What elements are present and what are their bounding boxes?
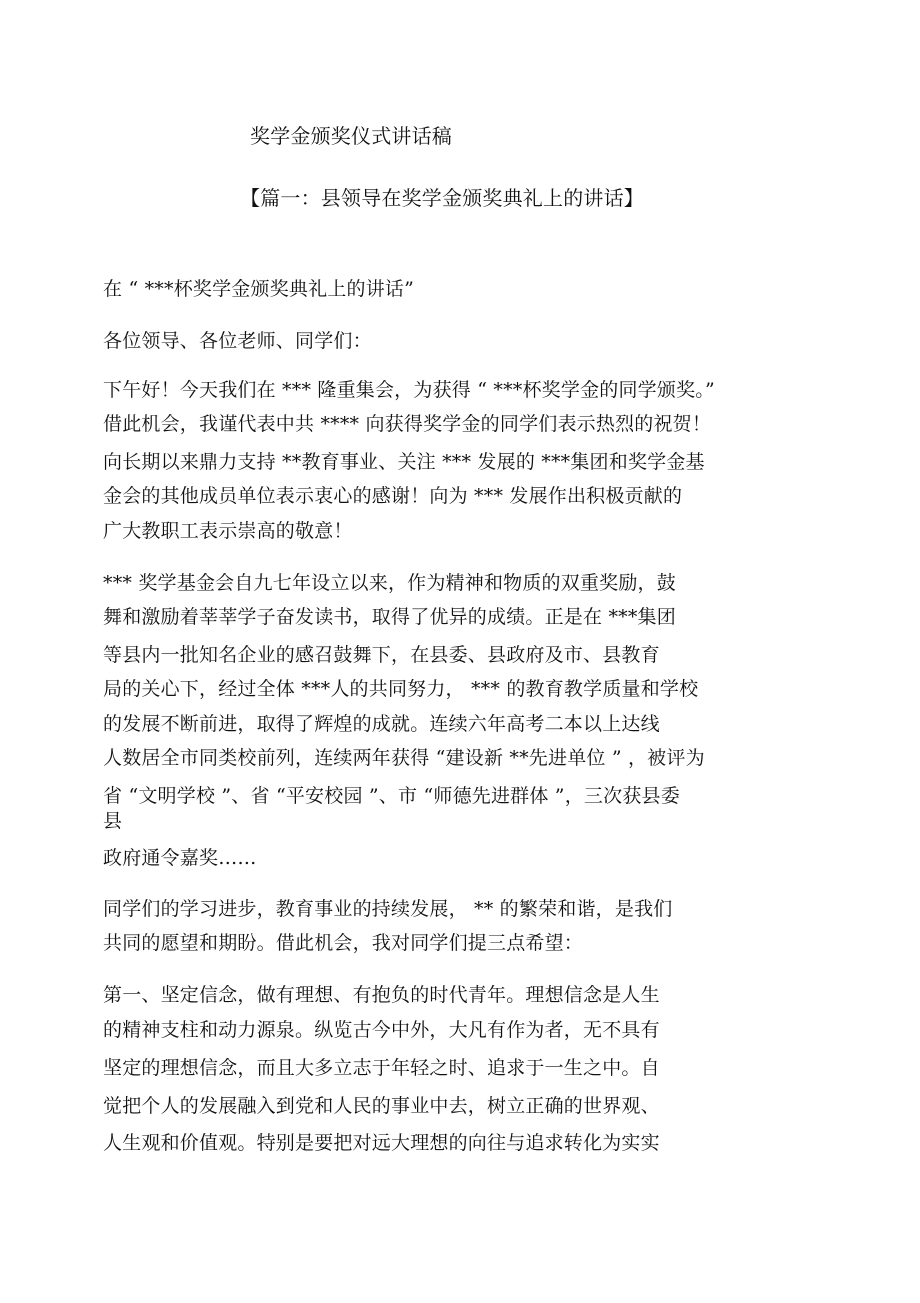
paragraph-2-line-6: 人数居全市同类校前列，连续两年获得 “建设新 **先进单位 ” ，被评为 [103,747,705,769]
paragraph-3-line-2: 共同的愿望和期盼。借此机会，我对同学们提三点希望： [103,932,584,954]
paragraph-4-line-5: 人生观和价值观。特别是要把对远大理想的向往与追求转化为实实 [103,1132,660,1154]
speech-heading-line: 在 “ ***杯奖学金颁奖典礼上的讲话” [103,278,415,300]
paragraph-2-line-5: 的发展不断前进，取得了辉煌的成就。连续六年高考二本以上达线 [103,713,660,735]
paragraph-4-line-3: 坚定的理想信念，而且大多立志于年轻之时、追求于一生之中。自 [103,1057,660,1079]
paragraph-2-line-3: 等县内一批知名企业的感召鼓舞下，在县委、县政府及市、县教育 [103,644,660,666]
paragraph-2-line-4: 局的关心下，经过全体 ***人的共同努力， *** 的教育教学质量和学校 [103,678,699,700]
paragraph-1-line-5: 广大教职工表示崇高的敬意！ [103,520,353,542]
paragraph-2-line-8: 县 [103,810,123,832]
paragraph-2-line-9: 政府通令嘉奖…… [103,847,257,869]
paragraph-1-line-4: 金会的其他成员单位表示衷心的感谢！向为 *** 发展作出积极贡献的 [103,485,683,507]
paragraph-3-line-1: 同学们的学习进步，教育事业的持续发展， ** 的繁荣和谐，是我们 [103,898,673,920]
paragraph-1-line-2: 借此机会，我谨代表中共 **** 向获得奖学金的同学们表示热烈的祝贺！ [103,413,712,435]
paragraph-1-line-3: 向长期以来鼎力支持 **教育事业、关注 *** 发展的 ***集团和奖学金基 [103,451,705,473]
paragraph-2-line-1: *** 奖学基金会自九七年设立以来，作为精神和物质的双重奖励，鼓 [103,572,676,594]
paragraph-4-line-4: 觉把个人的发展融入到党和人民的事业中去，树立正确的世界观、 [103,1095,660,1117]
paragraph-4-line-1: 第一、坚定信念，做有理想、有抱负的时代青年。理想信念是人生 [103,984,660,1006]
document-subtitle: 【篇一：县领导在奖学金颁奖典礼上的讲话】 [240,186,644,210]
paragraph-4-line-2: 的精神支柱和动力源泉。纵览古今中外，大凡有作为者，无不具有 [103,1019,660,1041]
document-title: 奖学金颁奖仪式讲话稿 [250,124,452,148]
salutation-line: 各位领导、各位老师、同学们： [103,330,372,352]
paragraph-2-line-2: 舞和激励着莘莘学子奋发读书，取得了优异的成绩。正是在 ***集团 [103,606,676,628]
paragraph-1-line-1: 下午好！今天我们在 *** 隆重集会，为获得 “ ***杯奖学金的同学颁奖。” [103,379,715,401]
paragraph-2-line-7: 省 “文明学校 ”、省 “平安校园 ”、市 “师德先进群体 ”，三次获县委 [103,785,680,807]
